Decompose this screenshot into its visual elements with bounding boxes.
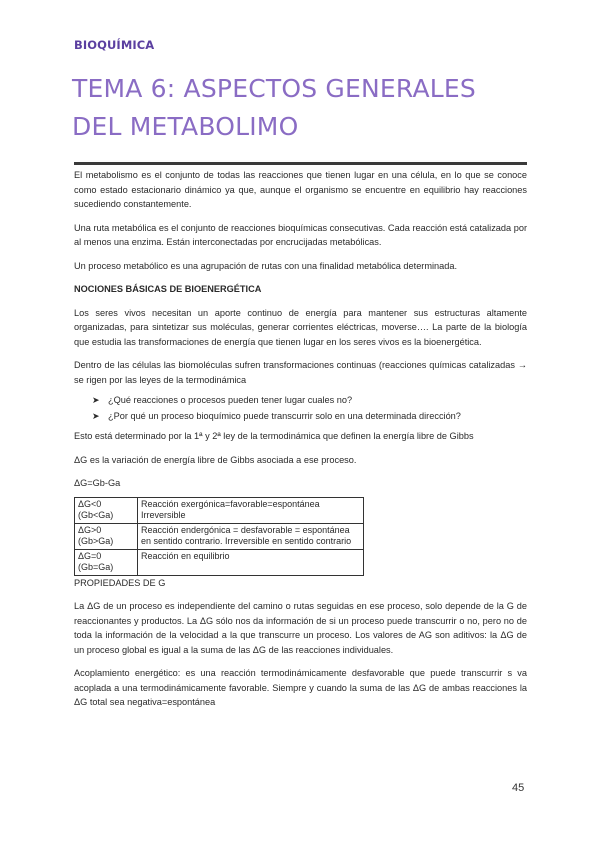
table-row: [75, 549, 364, 575]
table-cell-text: ΔG>0: [78, 524, 102, 535]
table-cell-condition: [75, 549, 138, 575]
table-cell-description: [138, 497, 364, 523]
chevron-right-icon: ➤: [92, 410, 100, 421]
table-cell-text: Reacción en equilibrio: [141, 550, 230, 561]
paragraph-metabolism: El metabolismo es el conjunto de todas las reacciones que tienen lugar en una célula, en lo que se conoce como estado estacionario dinámico ya que, aunque el organismo se encuentre en equilibrio hay reacciones sucediendo constantemente.: [74, 170, 527, 209]
paragraph-properties: La ΔG de un proceso es independiente del camino o rutas seguidas en ese proceso, solo depende de la G de reaccionantes y productos. La ΔG sólo nos da información de si un proceso puede transcurrir o no, pero no de toda la información de la velocidad a la que transcurre un proceso. Los valores de AG son aditivos: la ΔG de un proceso global es igual a la suma de las ΔG de las reacciones individuales.: [74, 601, 527, 655]
body-content: [74, 168, 527, 710]
table-cell-text: ΔG<0: [78, 498, 102, 509]
section-heading-bioenergetics: NOCIONES BÁSICAS DE BIOENERGÉTICA: [74, 284, 262, 294]
paragraph-thermo-laws: Esto está determinado por la 1ª y 2ª ley de la termodinámica que definen la energía libre de Gibbs: [74, 431, 474, 441]
header-label: BIOQUÍMICA: [74, 38, 155, 52]
title-divider: [74, 162, 527, 165]
table-row: [75, 497, 364, 523]
list-item-text: ¿Por qué un proceso bioquímico puede transcurrir solo en una determinada dirección?: [108, 410, 461, 421]
table-cell-condition: [75, 523, 138, 549]
properties-heading: PROPIEDADES DE G: [74, 577, 166, 588]
table-cell-description: [138, 523, 364, 549]
table-cell-text: en sentido contrario. Irreversible en sentido contrario: [141, 536, 352, 546]
paragraph-metabolic-process: Un proceso metabólico es una agrupación de rutas con una finalidad metabólica determinada.: [74, 260, 458, 271]
table-cell-text: Irreversible: [141, 510, 186, 520]
delta-g-table: [74, 497, 364, 576]
page-title: TEMA 6: ASPECTOS GENERALES DEL METABOLIMO: [72, 74, 476, 141]
paragraph-delta-g-definition: ΔG es la variación de energía libre de Gibbs asociada a ese proceso.: [74, 454, 357, 465]
table-cell-description: [138, 549, 364, 575]
list-item: [92, 393, 527, 408]
table-cell-text: ΔG=0: [78, 550, 102, 561]
table-cell-condition: [75, 497, 138, 523]
page-number: 45: [512, 782, 525, 794]
paragraph-delta-g-formula: ΔG=Gb-Ga: [74, 478, 121, 488]
table-cell-text: Reacción exergónica=favorable=espontánea: [141, 498, 320, 509]
paragraph-coupling: Acoplamiento energético: es una reacción termodinámicamente desfavorable que puede transcurrir s va acoplada a una termodinámicamente favorable. Siempre y cuando la suma de las ΔG de ambas reacciones la ΔG total sea negativa=espontánea: [74, 668, 527, 707]
table-row: [75, 523, 364, 549]
question-list: [74, 393, 527, 423]
table-cell-text: (Gb=Ga): [78, 562, 114, 572]
paragraph-metabolic-route: Una ruta metabólica es el conjunto de reacciones bioquímicas consecutivas. Cada reacción está catalizada por al menos una enzima. Están interconectadas por encrucijadas metabólicas.: [74, 222, 527, 247]
list-item-text: ¿Qué reacciones o procesos pueden tener lugar cuales no?: [108, 395, 353, 405]
chevron-right-icon: ➤: [92, 395, 100, 405]
table-cell-text: (Gb<Ga): [78, 510, 114, 520]
paragraph-transformations: Dentro de las células las biomoléculas sufren transformaciones continuas (reacciones químicas catalizadas → se rigen por las leyes de la termodinámica: [74, 360, 527, 385]
list-item: [92, 409, 527, 424]
paragraph-energy-supply: Los seres vivos necesitan un aporte continuo de energía para mantener sus estructuras altamente organizadas, para sintetizar sus moléculas, generar corrientes eléctricas, moverse…. La parte de la biología que estudia las transformaciones de energía que tienen lugar en los seres vivos es la bioenergética.: [74, 307, 527, 347]
table-cell-text: Reacción endergónica = desfavorable = espontánea: [141, 524, 350, 535]
table-cell-text: (Gb>Ga): [78, 536, 114, 546]
